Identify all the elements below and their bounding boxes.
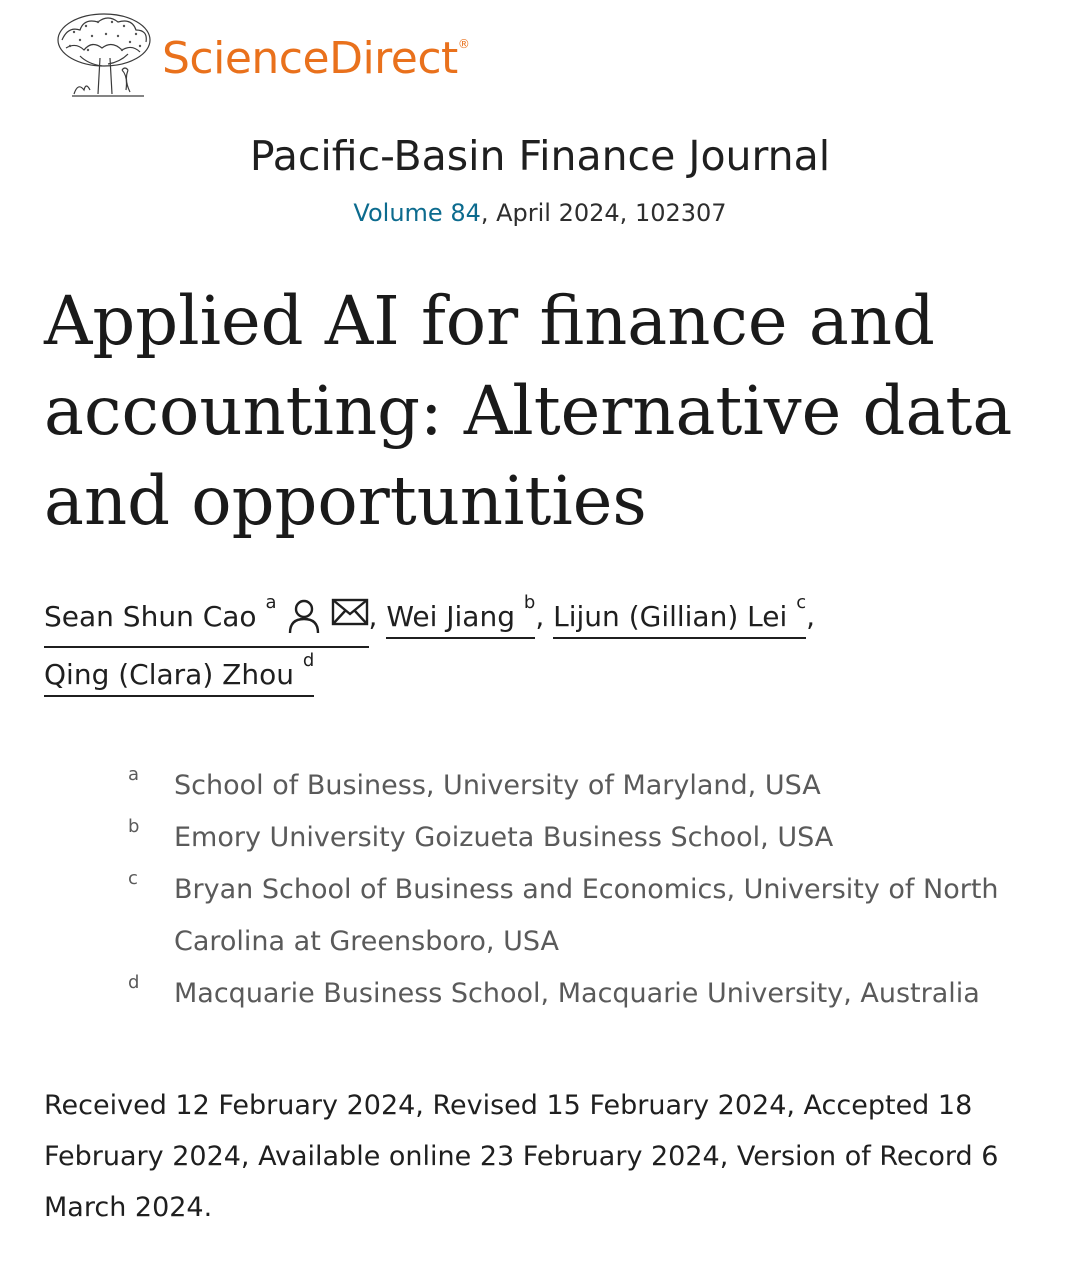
author-link[interactable]: Wei Jiang $^b$ — [386, 597, 535, 639]
affiliation-text: Macquarie Business School, Macquarie University, Australia — [174, 978, 980, 1009]
volume-link[interactable]: Volume 84 — [353, 199, 481, 227]
journal-title[interactable]: Pacific-Basin Finance Journal — [249, 132, 831, 180]
email-icon[interactable] — [331, 597, 369, 638]
affiliation-text: Emory University Goizueta Business School, USA — [174, 822, 834, 853]
affiliation-label: a — [128, 764, 140, 785]
issue-info: , April 2024, 102307 — [480, 199, 727, 227]
author-list: Sean Shun Cao $^a$ , Wei Jiang $^b$, Lijun (Gillian) Lei $^c$, Qing (Clara) Zhou $^d$ — [44, 590, 1054, 701]
site-header — [52, 8, 469, 104]
author-link[interactable]: Lijun (Gillian) Lei $^c$ — [553, 597, 806, 639]
article-title: Applied AI for finance and accounting: Alternative data and opportunities — [44, 282, 1013, 540]
affiliation-text: School of Business, University of Maryland, USA — [174, 770, 821, 801]
affiliation-item — [128, 812, 1058, 864]
affiliation-list — [128, 760, 1058, 1020]
affiliation-item — [128, 864, 1058, 968]
article-history: Received 12 February 2024, Revised 15 February 2024, Accepted 18 February 2024, Available online 23 February 2024, Version of Record 6 March 2024. — [44, 1090, 999, 1223]
affiliation-label: c — [128, 868, 138, 889]
person-icon[interactable] — [287, 597, 321, 646]
affiliation-label: d — [128, 972, 140, 993]
elsevier-tree-icon[interactable] — [52, 10, 156, 102]
sciencedirect-logo-text[interactable]: ScienceDirect® — [162, 32, 470, 84]
author-link[interactable]: Qing (Clara) Zhou $^d$ — [44, 655, 314, 697]
affiliation-item — [128, 760, 1058, 812]
affiliation-item — [128, 968, 1058, 1020]
journal-volume-line — [0, 199, 1080, 227]
affiliation-text: Bryan School of Business and Economics, University of North Carolina at Greensboro, USA — [174, 874, 999, 957]
author-link[interactable]: Sean Shun Cao $^a$ — [44, 597, 369, 648]
affiliation-label: b — [128, 816, 140, 837]
